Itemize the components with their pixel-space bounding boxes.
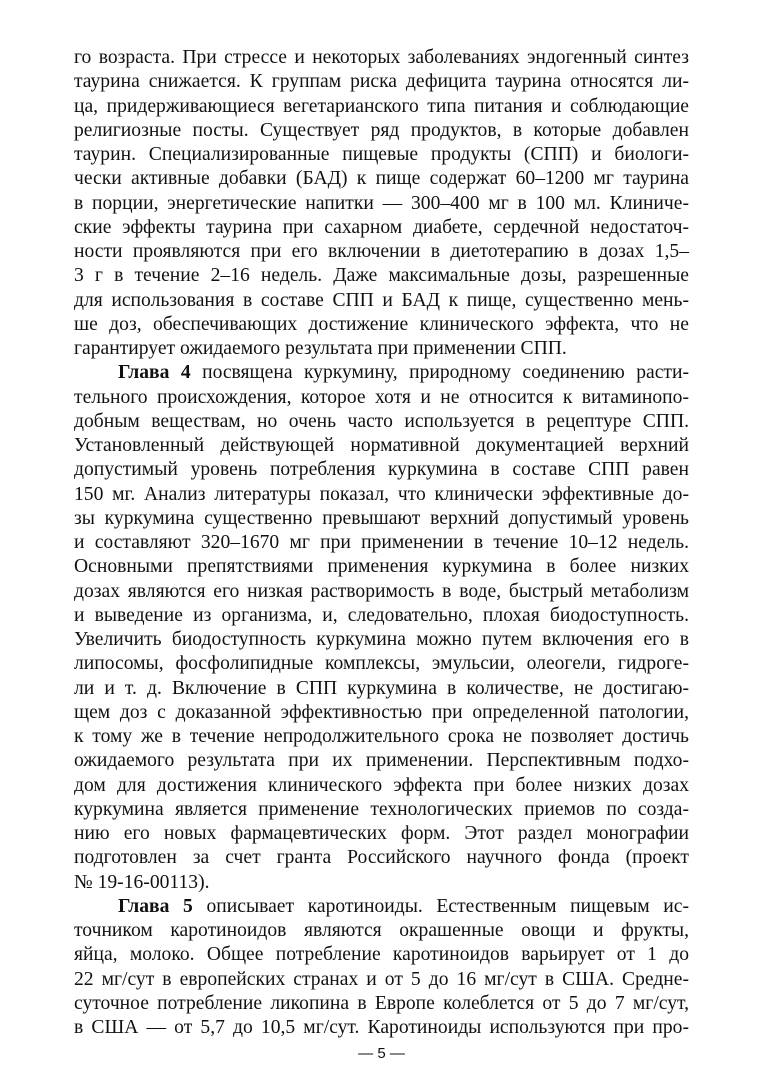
text-line	[74, 895, 689, 919]
text-line	[74, 361, 689, 385]
text-line: яйца, молоко. Общее потребление каротиноидов варьирует от 1 до	[74, 944, 689, 966]
paragraph-taurine	[74, 46, 689, 361]
text-line: подготовлен за счет гранта Российского научного фонда (проект	[74, 847, 689, 869]
text-line: таурина снижается. К группам риска дефицита таурина относятся ли-	[74, 71, 689, 93]
text-line: го возраста. При стрессе и некоторых заболеваниях эндогенный синтез	[74, 47, 689, 68]
text-line: 150 мг. Анализ литературы показал, что клинически эффективные до-	[74, 483, 689, 505]
text-line: в США — от 5,7 до 10,5 мг/сут. Каротиноиды используются при про-	[74, 1017, 689, 1038]
text-fragment: описывает каротиноиды. Естественным пищевым ис-	[192, 895, 689, 917]
text-line: Увеличить биодоступность куркумина можно путем включения его в	[74, 629, 689, 650]
text-line: Основными препятствиями применения куркумина в более низких	[74, 556, 689, 578]
text-line: чески активные добавки (БАД) к пище содержат 60–1200 мг таурина	[74, 168, 689, 190]
text-line: 22 мг/сут в европейских странах и от 5 до 16 мг/сут в США. Средне-	[74, 968, 689, 990]
text-line: дом для достижения клинического эффекта при более низких дозах	[74, 774, 689, 796]
text-line: суточное потребление ликопина в Европе колеблется от 5 до 7 мг/сут,	[74, 992, 689, 1014]
text-line: липосомы, фосфолипидные комплексы, эмульсии, олеогели, гидроге-	[74, 653, 689, 675]
text-line: ожидаемого результата при их применении. Перспективным подхо-	[74, 750, 689, 772]
text-line: таурин. Специализированные пищевые продукты (СПП) и биологи-	[74, 144, 689, 165]
text-line: и выведение из организма, и, следовательно, плохая биодоступность.	[74, 604, 689, 626]
text-line: зы куркумина существенно превышают верхний допустимый уровень	[74, 507, 689, 529]
text-line: нию его новых фармацевтических форм. Этот раздел монографии	[74, 823, 689, 844]
page-number: — 5 —	[358, 1045, 405, 1062]
text-line: религиозные посты. Существует ряд продуктов, в которые добавлен	[74, 119, 689, 141]
text-line: ские эффекты таурина при сахарном диабете, сердечной недостаточ-	[74, 216, 689, 238]
document-page	[74, 46, 689, 1038]
text-line: 3 г в течение 2–16 недель. Даже максимальные дозы, разрешенные	[74, 265, 689, 287]
text-line: щем доз с доказанной эффективностью при определенной патологии,	[74, 701, 689, 723]
text-line: ца, придерживающиеся вегетарианского типа питания и соблюдающие	[74, 95, 689, 117]
text-line: тельного происхождения, которое хотя и не относится к витаминопо-	[74, 386, 689, 408]
text-line: Установленный действующей нормативной документацией верхний	[74, 435, 689, 456]
text-line: дозах являются его низкая растворимость в воде, быстрый метаболизм	[74, 580, 689, 602]
text-fragment: посвящена куркумину, природному соединению расти-	[190, 362, 689, 384]
text-line: добным веществам, но очень часто используется в рецептуре СПП.	[74, 410, 689, 432]
text-line: к тому же в течение непродолжительного срока не позволяет достичь	[74, 726, 689, 747]
text-line: ше доз, обеспечивающих достижение клинического эффекта, что не	[74, 313, 689, 335]
paragraph-chapter-5	[74, 895, 689, 1041]
text-line: ли и т. д. Включение в СПП куркумина в количестве, не достигаю-	[74, 677, 689, 699]
text-line: для использования в составе СПП и БАД к пище, существенно мень-	[74, 289, 689, 311]
chapter-heading: Глава 5	[118, 895, 193, 917]
text-line: точником каротиноидов являются окрашенные овощи и фрукты,	[74, 920, 689, 941]
text-line: в порции, энергетические напитки — 300–400 мг в 100 мл. Клиниче-	[74, 192, 689, 214]
chapter-heading: Глава 4	[118, 362, 191, 384]
text-line: гарантирует ожидаемого результата при применении СПП.	[74, 338, 567, 359]
paragraph-chapter-4	[74, 361, 689, 895]
text-line: куркумина является применение технологических приемов по созда-	[74, 798, 689, 820]
text-line: ности проявляются при его включении в диетотерапию в дозах 1,5–	[74, 241, 689, 262]
text-line: № 19-16-00113).	[74, 871, 210, 893]
text-line: допустимый уровень потребления куркумина в составе СПП равен	[74, 459, 689, 481]
text-line: и составляют 320–1670 мг при применении в течение 10–12 недель.	[74, 532, 689, 553]
